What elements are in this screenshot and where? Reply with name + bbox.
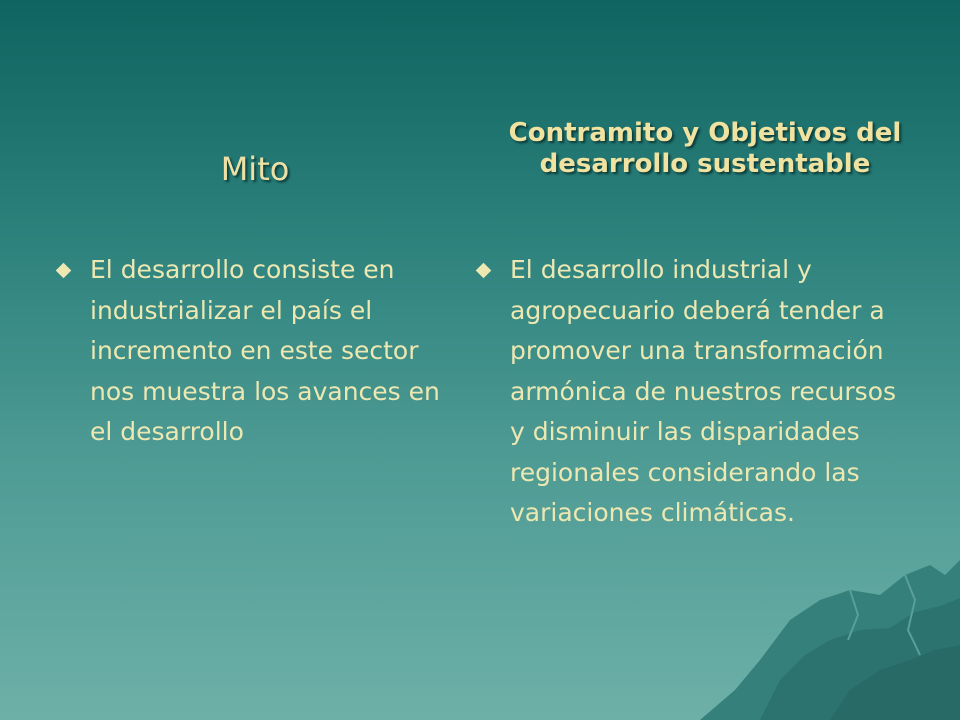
list-item	[478, 250, 918, 534]
diamond-bullet-icon	[56, 263, 72, 279]
mito-bullet-text: El desarrollo consiste en industrializar el país el incremento en este sector nos muestra los avances en el desarrollo	[90, 255, 440, 446]
mito-bullet-list	[58, 250, 468, 453]
contramito-bullet-list	[478, 250, 918, 534]
contramito-bullet-text: El desarrollo industrial y agropecuario deberá tender a promover una transformación armónica de nuestros recursos y disminuir las disparidades regionales considerando las variaciones climáticas.	[510, 255, 897, 527]
list-item	[58, 250, 468, 453]
mito-heading: Mito	[220, 150, 290, 188]
contramito-heading: Contramito y Objetivos del desarrollo sustentable	[508, 118, 902, 180]
diamond-bullet-icon	[476, 263, 492, 279]
